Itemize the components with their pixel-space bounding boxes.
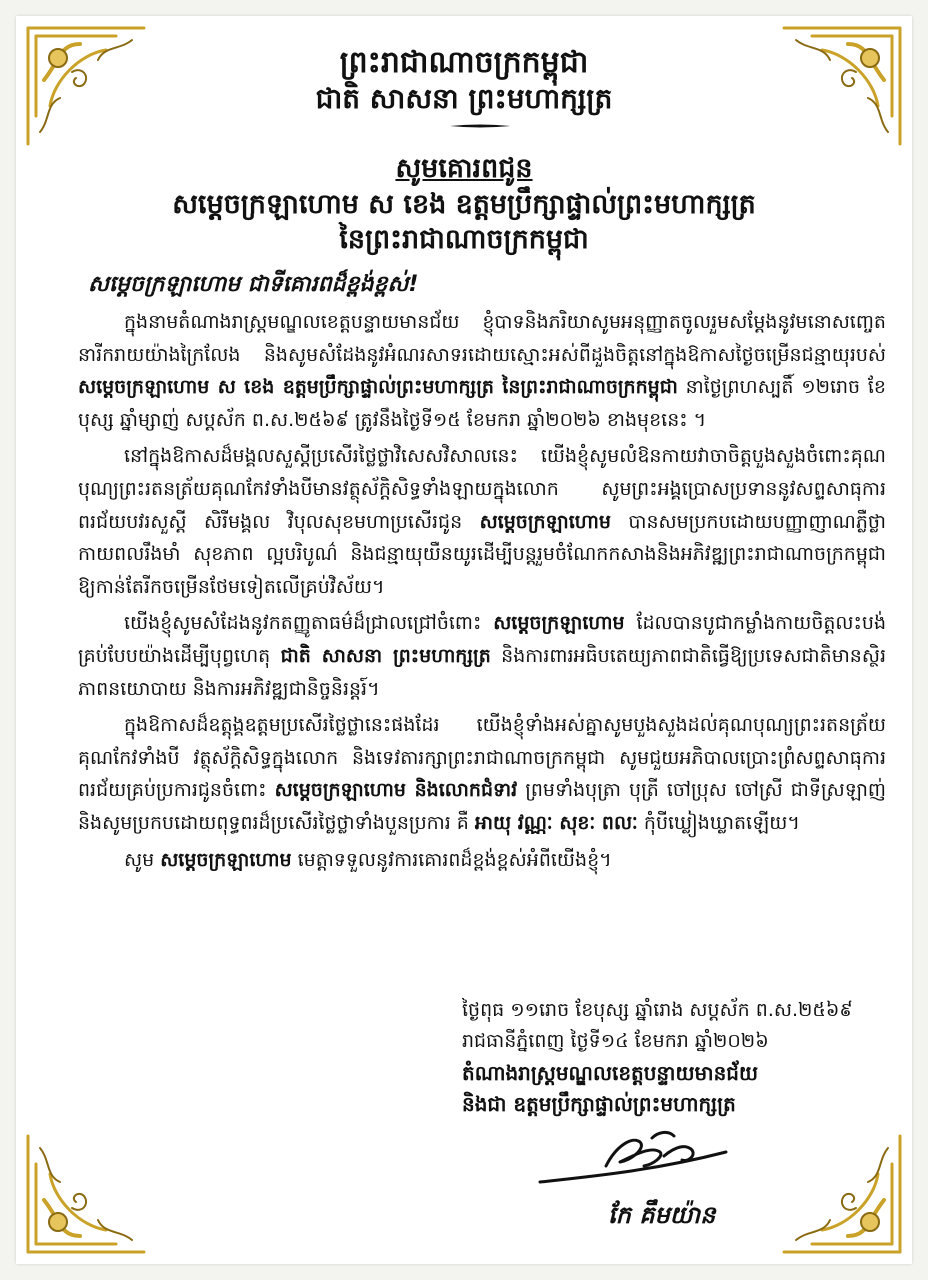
emphasized-text: សម្តេចក្រឡាហោម (160, 848, 292, 871)
paragraph-text: សូម (124, 848, 161, 871)
paragraph-text: នាថ្ងៃព្រហស្បតិ៍ ១២រោច ខែបុស្ស ឆ្នាំម្សាញ់ សប្តស័ក ព.ស.២៥៦៩ ត្រូវនឹងថ្ងៃទី១៥ ខែមករា ឆ្នាំ២០២៦ ខាងមុខនេះ ។ (78, 376, 886, 431)
paragraph-text: បានសមប្រកបដោយបញ្ញាញាណភ្លឺថ្លា កាយពលរឹងមាំ សុខភាព ល្អបរិបូណ៌ និងជន្មាយុយឺនយូរដើម្បីបន្តរួមចំណែកកសាងនិងអភិវឌ្ឍព្រះរាជាណាចក្រកម្ពុជា ឱ្យកាន់តែរីកចម្រើនថែមទៀតលើគ្រប់វិស័យ។ (78, 510, 886, 598)
paragraph-text: ព្រមទាំងបុត្រា បុត្រី ចៅប្រុស ចៅស្រី ជាទីស្រឡាញ់ និងសូមប្រកបដោយពុទ្ធពរដ៏ប្រសើរថ្លៃថ្លាទាំងបួនប្រការ គឺ (78, 779, 886, 834)
date-solar: រាជធានីភ្នំពេញ ថ្ងៃទី១៤ ខែមករា ឆ្នាំ២០២៦ (462, 1030, 769, 1052)
body-paragraph (78, 607, 886, 705)
paragraph-text: ដែលបានបូជាកម្លាំងកាយចិត្តលះបង់គ្រប់បែបយ៉ាងដើម្បីបុព្វហេតុ (78, 612, 886, 667)
paragraph-text: យើងខ្ញុំសូមសំដែងនូវកតញ្ញូតាធម៌ដ៏ជ្រាលជ្រៅចំពោះ (124, 612, 494, 635)
signer-title-line-2: និងជា ឧត្តមប្រឹក្សាផ្ទាល់ព្រះមហាក្សត្រ (462, 1092, 736, 1116)
letter-page (16, 16, 912, 1264)
paragraph-text: មេត្តាទទួលនូវការគោរពដ៏ខ្ពង់ខ្ពស់អំពីយើងខ្ញុំ។ (291, 848, 612, 871)
emphasized-text: សម្តេចក្រឡាហោម (493, 612, 625, 635)
body-paragraph (78, 844, 886, 877)
body-paragraph (78, 709, 886, 839)
signer-name: កែ គឹមយ៉ាន (608, 1201, 716, 1229)
greeting: សម្តេចក្រឡាហោម ជាទីគោរពដ៏ខ្ពង់ខ្ពស់! (88, 272, 419, 297)
emphasized-text: សម្តេចក្រឡាហោម ស ខេង ឧត្តមប្រឹក្សាផ្ទាល់ព្រះមហាក្សត្រ នៃព្រះរាជាណាចក្រកម្ពុជា (78, 376, 678, 399)
emphasized-text: អាយុ វណ្ណៈ សុខៈ ពលៈ (474, 811, 638, 834)
paragraph-text: កុំបីឃ្លៀងឃ្លាតឡើយ។ (637, 811, 800, 834)
signer-title-line-1: តំណាងរាស្ត្រមណ្ឌលខេត្តបន្ទាយមានជ័យ (462, 1061, 758, 1085)
corner-ornament-graphic (776, 1128, 908, 1260)
paragraph-text: ក្នុងនាមតំណាងរាស្ត្រមណ្ឌលខេត្តបន្ទាយមានជ័យ ខ្ញុំបាទនិងភរិយាសូមអនុញ្ញាតចូលរួមសម្តែងនូវមនោសញ្ចេតនារីករាយយ៉ាងក្រៃលែង និងសូមសំដែងនូវអំណរសាទរដោយស្មោះអស់ពីដួងចិត្តនៅក្នុងឱកាសថ្ងៃចម្រើនជន្មាយុរបស់ (78, 311, 886, 366)
emphasized-text: សម្តេចក្រឡាហោម (479, 510, 611, 533)
corner-ornament-bottom-left (20, 1128, 152, 1260)
corner-ornament-graphic (20, 1128, 152, 1260)
salutation-title: សូមគោរពជូន (395, 153, 533, 184)
paragraph-text: នៅក្នុងឱកាសដ៏មង្គលសួស្តីប្រសើរថ្លៃថ្លាវិសេសវិសាលនេះ យើងខ្ញុំសូមលំឱនកាយវាចាចិត្តបួងសួងចំពោះគុណបុណ្យព្រះរតនត្រ័យគុណកែវទាំងបីមានវត្ថុស័ក្តិសិទ្ធទាំងឡាយក្នុងលោក សូមព្រះអង្គប្រោសប្រទាននូវសព្ទសាធុការពរជ័យបវរសួស្តី សិរីមង្គល វិបុលសុខមហាប្រសើរជូន (78, 445, 886, 533)
addressee-line-2: នៃព្រះរាជាណាចក្រកម្ពុជា (339, 224, 589, 255)
corner-ornament-bottom-right (776, 1128, 908, 1260)
paragraph-text: និងការពារអធិបតេយ្យភាពជាតិធ្វើឱ្យប្រទេសជាតិមានស្ថិរភាពនយោបាយ និងការអភិវឌ្ឍជានិច្ចនិរន្តរ៍។ (78, 644, 886, 700)
emphasized-text: សម្តេចក្រឡាហោម និងលោកជំទាវ (274, 779, 518, 802)
addressee-line-1: សម្តេចក្រឡាហោម ស ខេង ឧត្តមប្រឹក្សាផ្ទាល់ព្រះមហាក្សត្រ (172, 189, 756, 220)
body-paragraph (78, 306, 886, 436)
date-lunar: ថ្ងៃពុធ ១១រោច ខែបុស្ស ឆ្នាំរោង សប្តស័ក ព.ស.២៥៦៩ (462, 999, 853, 1021)
handwritten-signature (536, 1126, 736, 1196)
paragraph-text: ក្នុងឱកាសដ៏ឧត្តុង្គឧត្តមប្រសើរថ្លៃថ្លានេះផងដែរ យើងខ្ញុំទាំងអស់គ្នាសូមបួងសួងដល់គុណបុណ្យព្រះរតនត្រ័យ គុណកែវទាំងបី វត្ថុស័ក្តិសិទ្ធក្នុងលោក និងទេវតារក្សាព្រះរាជាណាចក្រកម្ពុជា សូមជួយអភិបាលប្រោះព្រំសព្ទសាធុការពរជ័យគ្រប់ប្រការជូនចំពោះ (78, 714, 886, 802)
emphasized-text: ជាតិ សាសនា ព្រះមហាក្សត្រ (280, 644, 491, 667)
header-motto: ជាតិ សាសនា ព្រះមហាក្សត្រ (315, 82, 613, 115)
header-divider-ornament (450, 124, 510, 128)
header-kingdom: ព្រះរាជាណាចក្រកម្ពុជា (339, 45, 589, 80)
letter-body (78, 306, 886, 880)
body-paragraph (78, 440, 886, 603)
